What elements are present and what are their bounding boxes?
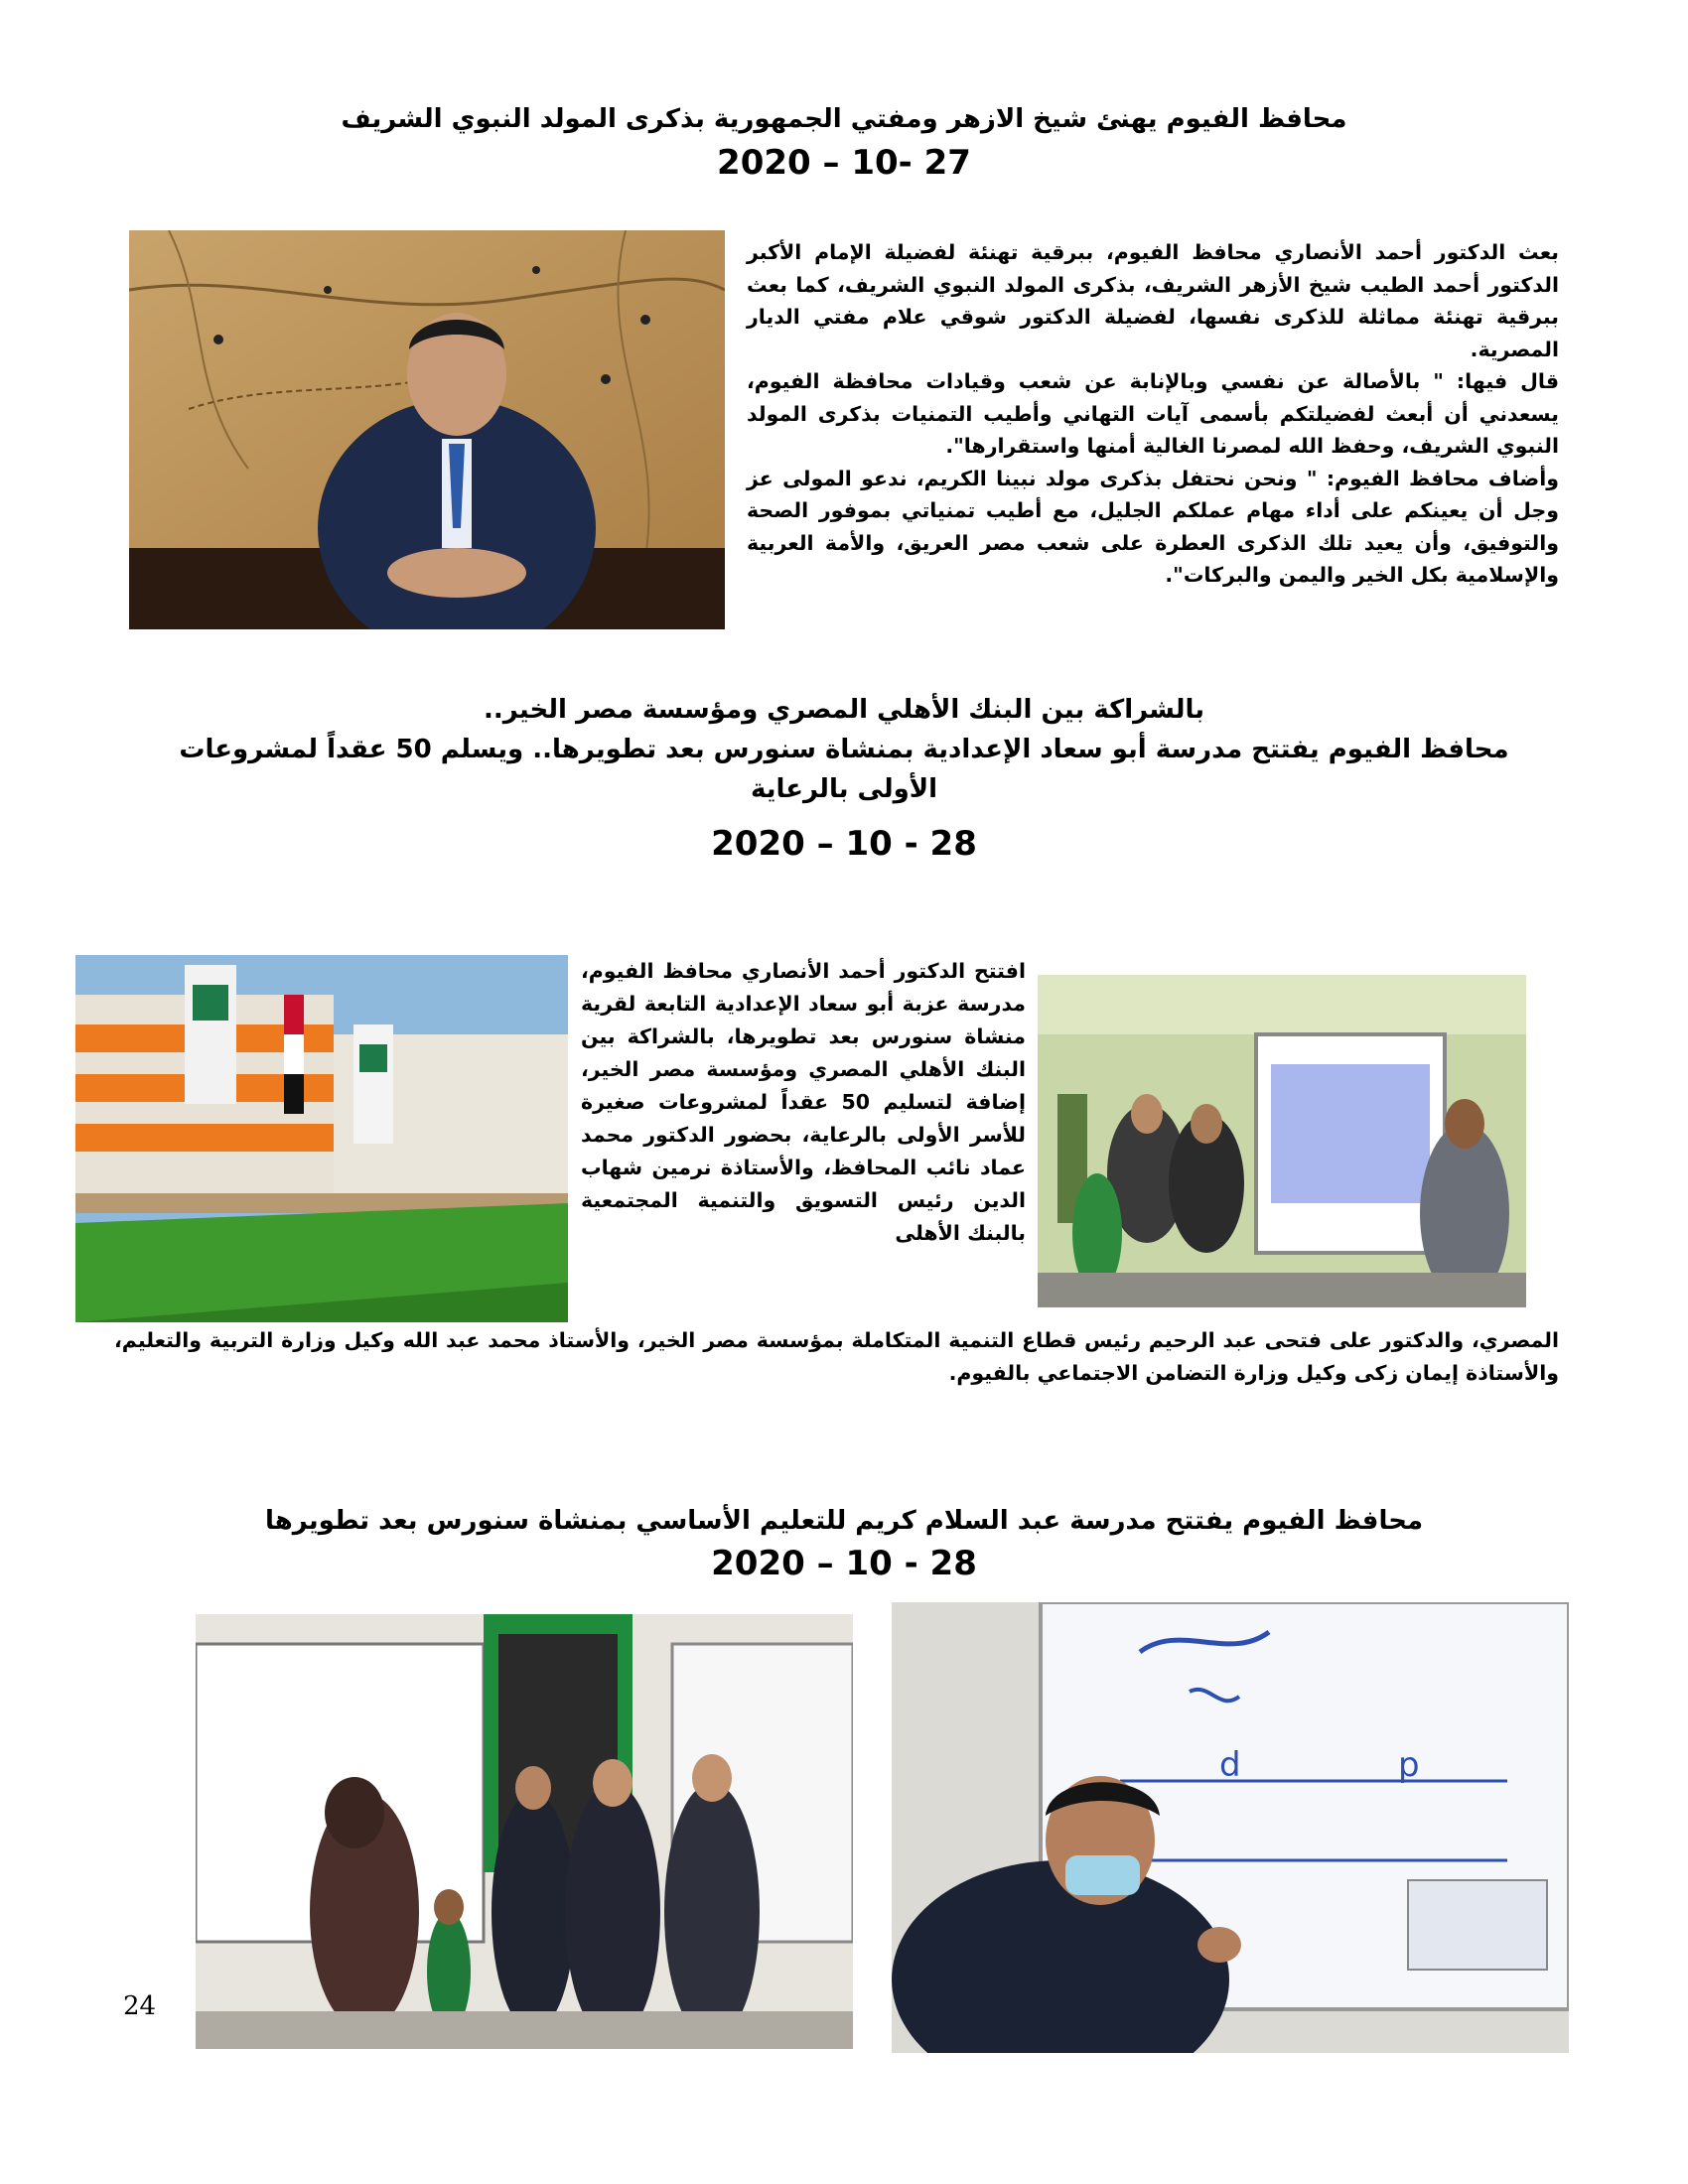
classroom-board-photo [1038, 975, 1526, 1307]
classroom-students-photo [196, 1614, 853, 2049]
section3-title: محافظ الفيوم يفتتح مدرسة عبد السلام كريم للتعليم الأساسي بمنشاة سنورس بعد تطويرها [264, 1506, 1424, 1536]
governor-desk-photo [129, 230, 725, 629]
section1-paragraph-1: بعث الدكتور أحمد الأنصاري محافظ الفيوم، ببرقية تهنئة لفضيلة الإمام الأكبر الدكتور أحمد الطيب شيخ الأزهر الشريف، بذكرى المولد النبوي الشريف، كما بعث ببرقية تهنئة مماثلة للذكرى نفسها، لفضيلة الدكتور شوقي علام مفتي الديار المصرية. [747, 240, 1559, 361]
section1-body [747, 236, 1559, 592]
section2-full-text: المصري، والدكتور على فتحى عبد الرحيم رئيس قطاع التنمية المتكاملة بمؤسسة مصر الخير، والأستاذ محمد عبد الله وكيل وزارة التربية والتعليم، والأستاذة إيمان زكى وكيل وزارة التضامن الاجتماعي بالفيوم. [114, 1328, 1559, 1385]
section2-column-text: افتتح الدكتور أحمد الأنصاري محافظ الفيوم، مدرسة عزبة أبو سعاد الإعدادية التابعة لقرية منشاة سنورس بعد تطويرها، بالشراكة بين البنك الأهلي المصري ومؤسسة مصر الخير، إضافة لتسليم 50 عقداً لمشروعات صغيرة للأسر الأولى بالرعاية، بحضور الدكتور محمد عماد نائب المحافظ، والأستاذة نرمين شهاب الدين رئيس التسويق والتنمية المجتمعية بالبنك الأهلى [581, 959, 1026, 1245]
governor-writing-board-photo [892, 1602, 1569, 2053]
section1-title: محافظ الفيوم يهنئ شيخ الازهر ومفتي الجمهورية بذكرى المولد النبوي الشريف [341, 104, 1347, 134]
section1-paragraph-3: وأضاف محافظ الفيوم: " ونحن نحتفل بذكرى مولد نبينا الكريم، ندعو المولى عز وجل أن يعينكم على أداء مهام عملكم الجليل، مع أطيب تمنياتي بموفور الصحة والتوفيق، وأن يعيد تلك الذكرى العطرة على شعب مصر العريق، والأمة العربية والإسلامية بكل الخير واليمن والبركات". [747, 466, 1559, 587]
page-number: 24 [123, 1991, 157, 2021]
section1-date: 2020 – 10- 27 [717, 143, 971, 183]
section1-paragraph-2: قال فيها: " بالأصالة عن نفسي وبالإنابة عن شعب وقيادات محافظة الفيوم، يسعدني أن أبعث لفضيلتكم بأسمى آيات التهاني وأطيب التمنيات بذكرى المولد النبوي الشريف، وحفظ الله لمصرنا الغالية أمنها واستقرارها". [747, 369, 1559, 458]
section2-date: 2020 – 10 - 28 [711, 824, 977, 864]
school-building-photo [75, 955, 568, 1322]
section2-title-line1: بالشراكة بين البنك الأهلي المصري ومؤسسة مصر الخير.. [483, 695, 1205, 725]
section3-date: 2020 – 10 - 28 [711, 1544, 977, 1583]
svg-text:d: d [1219, 1745, 1241, 1785]
section2-title-line2: محافظ الفيوم يفتتح مدرسة أبو سعاد الإعدادية بمنشاة سنورس بعد تطويرها.. ويسلم 50 عقداً لمشروعات الأولى بالرعاية [179, 735, 1509, 804]
svg-text:p: p [1398, 1745, 1420, 1785]
